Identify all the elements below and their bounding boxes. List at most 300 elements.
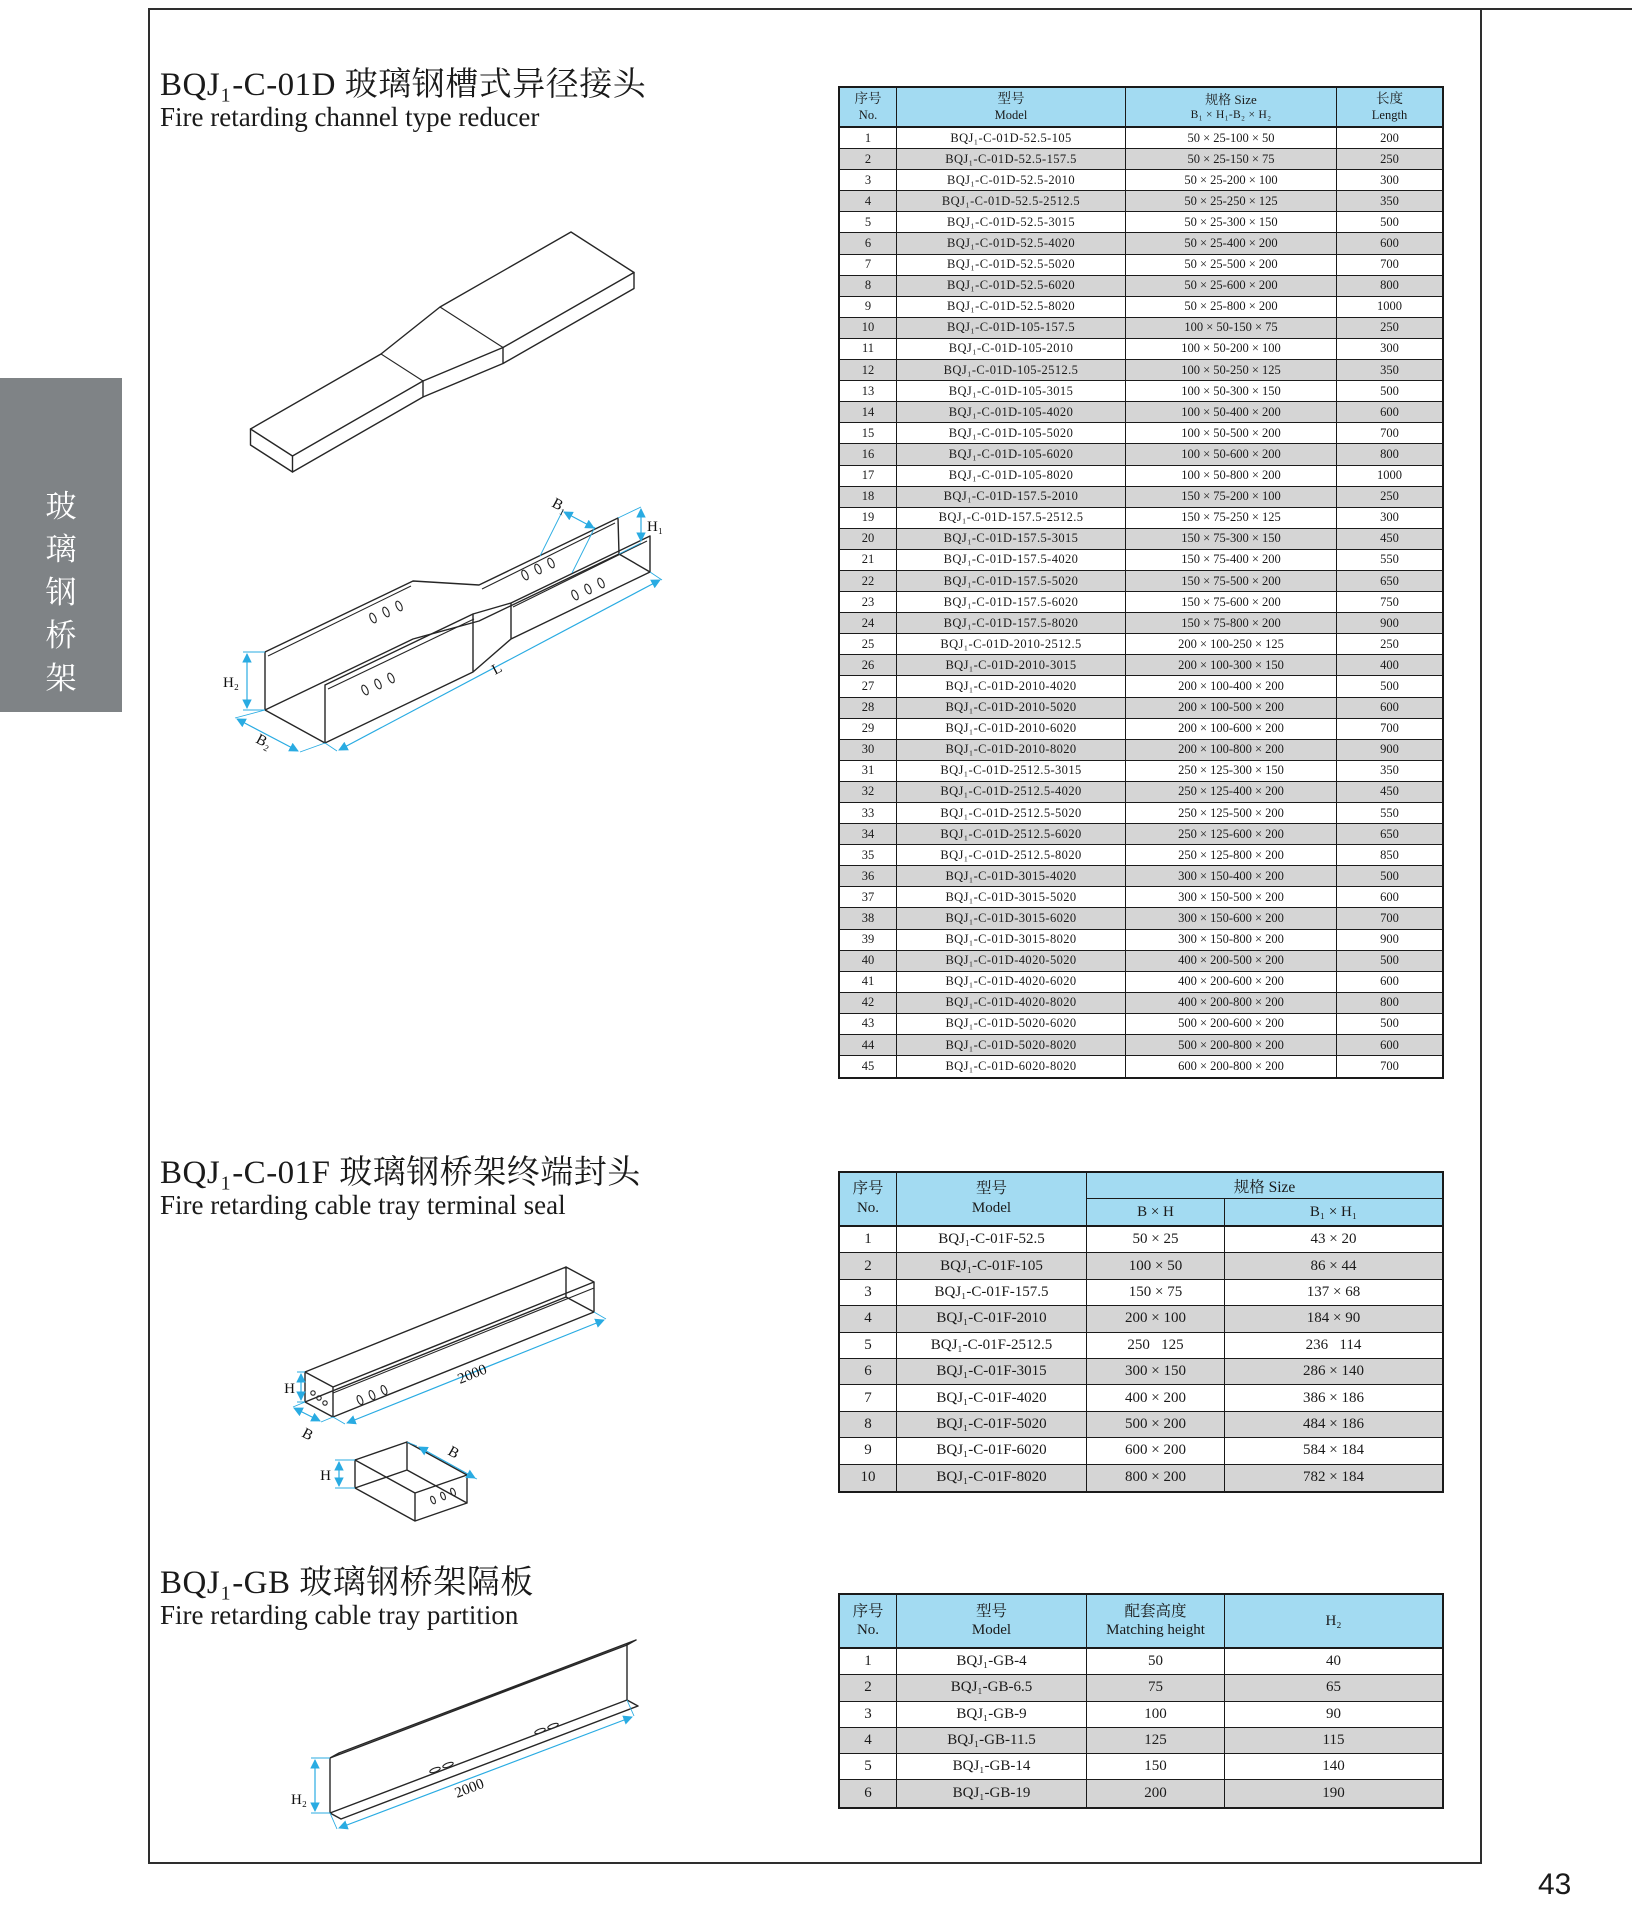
section2-subtitle: Fire retarding cable tray terminal seal (160, 1190, 566, 1220)
cell-model: BQJ₁-C-01D-105-2010 (897, 339, 1126, 360)
cell-size: 50 × 25-300 × 150 (1126, 212, 1337, 233)
table-row (840, 1253, 1442, 1279)
cell-size: 150 × 75-500 × 200 (1126, 571, 1337, 592)
table-row (840, 487, 1442, 508)
cell-model: BQJ₁-C-01D-52.5-8020 (897, 297, 1126, 318)
col-no: 序号 No. (840, 1595, 897, 1647)
cell-model: BQJ₁-C-01D-105-5020 (897, 423, 1126, 444)
cell-size: 50 × 25-400 × 200 (1126, 233, 1337, 254)
cell-length: 550 (1337, 803, 1442, 824)
table-row (840, 845, 1442, 866)
cell-length: 700 (1337, 908, 1442, 929)
table-row (840, 1412, 1442, 1438)
cell-size: 400 × 200-500 × 200 (1126, 951, 1337, 972)
cell-no: 7 (840, 1385, 897, 1411)
table-row (840, 529, 1442, 550)
cell-model: BQJ₁-GB-19 (897, 1780, 1087, 1806)
col-matching-height: 配套高度 Matching height (1087, 1595, 1225, 1647)
cell-model: BQJ₁-C-01D-5020-6020 (897, 1014, 1126, 1035)
cell-size: 150 × 75-200 × 100 (1126, 487, 1337, 508)
cell-length: 450 (1337, 529, 1442, 550)
cell-length: 600 (1337, 972, 1442, 993)
reducer-drawing (195, 490, 665, 760)
cell-model: BQJ₁-C-01D-2512.5-4020 (897, 782, 1126, 803)
partition-table (838, 1593, 1444, 1809)
reducer-table (838, 86, 1444, 1079)
cell-no: 8 (840, 1412, 897, 1438)
table-row (840, 803, 1442, 824)
cell-model: BQJ₁-C-01D-3015-6020 (897, 908, 1126, 929)
cell-length: 700 (1337, 719, 1442, 740)
dim-label-2000: 2000 (452, 1776, 487, 1802)
cell-model: BQJ₁-C-01D-52.5-5020 (897, 255, 1126, 276)
table-row (840, 1754, 1442, 1780)
cell-length: 850 (1337, 845, 1442, 866)
col-length: 长度 Length (1371, 90, 1408, 122)
cell-no: 6 (840, 233, 897, 254)
col-model: 型号 Model (897, 88, 1126, 126)
col-bh: B × H (1087, 1199, 1225, 1225)
table-row (840, 951, 1442, 972)
table-row (840, 634, 1442, 655)
table-row (840, 149, 1442, 170)
cell-length: 900 (1337, 930, 1442, 951)
cell-length: 650 (1337, 824, 1442, 845)
cell-no: 2 (840, 1675, 897, 1701)
sidebar-char: 玻 (45, 489, 77, 525)
cell-no: 3 (840, 1702, 897, 1728)
table-row (840, 1359, 1442, 1385)
cell-no: 36 (840, 866, 897, 887)
cell-model: BQJ₁-C-01D-2512.5-3015 (897, 761, 1126, 782)
cell-length: 450 (1337, 782, 1442, 803)
cell-no: 30 (840, 740, 897, 761)
cell-length: 300 (1337, 170, 1442, 191)
cell-no: 42 (840, 993, 897, 1014)
cell-size: 100 × 50-200 × 100 (1126, 339, 1337, 360)
table-row (840, 1035, 1442, 1056)
reducer-cover-drawing (235, 222, 650, 482)
table-row (840, 1438, 1442, 1464)
sidebar-char: 桥 (45, 618, 77, 654)
cell-length: 800 (1337, 993, 1442, 1014)
cell-h2: 140 (1225, 1754, 1442, 1780)
dim-label-h2: H₂ (290, 1792, 307, 1808)
cell-size: 300 × 150-500 × 200 (1126, 887, 1337, 908)
cell-no: 41 (840, 972, 897, 993)
cell-model: BQJ₁-C-01F-4020 (897, 1385, 1087, 1411)
table-row (840, 233, 1442, 254)
cell-no: 16 (840, 444, 897, 465)
table-row (840, 339, 1442, 360)
cell-length: 500 (1337, 676, 1442, 697)
cell-size: 200 × 100-250 × 125 (1126, 634, 1337, 655)
cell-length: 600 (1337, 698, 1442, 719)
cell-length: 500 (1337, 866, 1442, 887)
cell-size: 50 × 25-100 × 50 (1126, 128, 1337, 149)
cell-no: 44 (840, 1035, 897, 1056)
cell-model: BQJ₁-C-01D-2010-4020 (897, 676, 1126, 697)
cell-size: 250 × 125-500 × 200 (1126, 803, 1337, 824)
table-row (840, 930, 1442, 951)
cell-model: BQJ₁-GB-11.5 (897, 1728, 1087, 1754)
cell-model: BQJ₁-C-01D-157.5-4020 (897, 550, 1126, 571)
cell-no: 26 (840, 655, 897, 676)
cell-size: 50 × 25-150 × 75 (1126, 149, 1337, 170)
cell-no: 40 (840, 951, 897, 972)
cell-length: 600 (1337, 402, 1442, 423)
cell-size: 500 × 200-600 × 200 (1126, 1014, 1337, 1035)
cell-length: 200 (1337, 128, 1442, 149)
sidebar-tab (0, 378, 122, 712)
cell-length: 300 (1337, 508, 1442, 529)
dim-label-b1: B₁ (549, 495, 571, 517)
table-row (840, 508, 1442, 529)
cell-size: 300 × 150-800 × 200 (1126, 930, 1337, 951)
table-row (840, 613, 1442, 634)
table-row (840, 866, 1442, 887)
cell-size: 100 × 50-250 × 125 (1126, 360, 1337, 381)
table-row (840, 1333, 1442, 1359)
table-row (840, 276, 1442, 297)
cell-length: 550 (1337, 550, 1442, 571)
dim-label-h1: H₁ (647, 519, 664, 535)
cell-b1h1: 86 × 44 (1225, 1253, 1442, 1279)
partition-table-header (840, 1595, 1442, 1649)
cell-no: 22 (840, 571, 897, 592)
cell-model: BQJ₁-C-01D-3015-8020 (897, 930, 1126, 951)
cell-no: 28 (840, 698, 897, 719)
cell-size: 200 × 100-500 × 200 (1126, 698, 1337, 719)
cell-size: 250 × 125-600 × 200 (1126, 824, 1337, 845)
table-row (840, 824, 1442, 845)
cell-no: 21 (840, 550, 897, 571)
cell-model: BQJ₁-C-01D-2010-5020 (897, 698, 1126, 719)
cell-size: 200 × 100-800 × 200 (1126, 740, 1337, 761)
table-row (840, 740, 1442, 761)
dim-label-b: B (445, 1443, 462, 1463)
cell-h2: 190 (1225, 1780, 1442, 1806)
cell-size: 300 × 150-400 × 200 (1126, 866, 1337, 887)
section1-title: BQJ₁-C-01D 玻璃钢槽式异径接头 (160, 67, 647, 103)
cell-no: 6 (840, 1780, 897, 1806)
sidebar-char: 钢 (45, 575, 77, 611)
frame-right (1480, 8, 1482, 1864)
cell-length: 300 (1337, 339, 1442, 360)
cell-size: 50 × 25-600 × 200 (1126, 276, 1337, 297)
cell-model: BQJ₁-C-01D-52.5-3015 (897, 212, 1126, 233)
cell-model: BQJ₁-C-01D-105-2512.5 (897, 360, 1126, 381)
cell-model: BQJ₁-C-01D-2512.5-5020 (897, 803, 1126, 824)
cell-size: 200 × 100-600 × 200 (1126, 719, 1337, 740)
partition-table-body (840, 1649, 1442, 1807)
cell-length: 800 (1337, 444, 1442, 465)
cell-size: 150 × 75-800 × 200 (1126, 613, 1337, 634)
cell-bh: 600 × 200 (1087, 1438, 1225, 1464)
cell-model: BQJ₁-C-01D-157.5-2512.5 (897, 508, 1126, 529)
table-row (840, 1306, 1442, 1332)
cell-model: BQJ₁-C-01F-8020 (897, 1465, 1087, 1491)
cell-no: 10 (840, 1465, 897, 1491)
table-row (840, 191, 1442, 212)
cell-model: BQJ₁-C-01D-52.5-6020 (897, 276, 1126, 297)
cell-model: BQJ₁-C-01D-157.5-3015 (897, 529, 1126, 550)
cell-no: 1 (840, 1227, 897, 1253)
cell-matching-height: 200 (1087, 1780, 1225, 1806)
cell-no: 29 (840, 719, 897, 740)
cell-h2: 90 (1225, 1702, 1442, 1728)
cell-model: BQJ₁-C-01F-105 (897, 1253, 1087, 1279)
cell-size: 100 × 50-600 × 200 (1126, 444, 1337, 465)
table-row (840, 381, 1442, 402)
table-row (840, 571, 1442, 592)
table-row (840, 212, 1442, 233)
col-size-group: 规格 Size (1087, 1173, 1442, 1199)
section3-subtitle: Fire retarding cable tray partition (160, 1600, 519, 1630)
cell-length: 500 (1337, 212, 1442, 233)
cell-model: BQJ₁-C-01F-2512.5 (897, 1333, 1087, 1359)
cell-model: BQJ₁-C-01F-2010 (897, 1306, 1087, 1332)
cell-no: 34 (840, 824, 897, 845)
cell-length: 250 (1337, 487, 1442, 508)
col-b1h1: B₁ × H₁ (1309, 1203, 1358, 1220)
cell-h2: 40 (1225, 1649, 1442, 1675)
cell-no: 35 (840, 845, 897, 866)
cell-b1h1: 236 114 (1225, 1333, 1442, 1359)
terminal-seal-table-header (840, 1173, 1442, 1227)
cell-b1h1: 484 × 186 (1225, 1412, 1442, 1438)
cell-size: 600 × 200-800 × 200 (1126, 1056, 1337, 1077)
cell-no: 33 (840, 803, 897, 824)
cell-model: BQJ₁-GB-9 (897, 1702, 1087, 1728)
table-row (840, 297, 1442, 318)
cell-h2: 115 (1225, 1728, 1442, 1754)
cell-b1h1: 782 × 184 (1225, 1465, 1442, 1491)
cell-size: 150 × 75-400 × 200 (1126, 550, 1337, 571)
cell-matching-height: 125 (1087, 1728, 1225, 1754)
cell-size: 400 × 200-600 × 200 (1126, 972, 1337, 993)
cell-model: BQJ₁-C-01D-2512.5-6020 (897, 824, 1126, 845)
cell-length: 900 (1337, 613, 1442, 634)
table-row (840, 550, 1442, 571)
table-row (840, 1780, 1442, 1806)
cell-size: 100 × 50-800 × 200 (1126, 466, 1337, 487)
table-row (840, 1280, 1442, 1306)
cell-matching-height: 50 (1087, 1649, 1225, 1675)
cell-model: BQJ₁-C-01D-52.5-2010 (897, 170, 1126, 191)
section3-title: BQJ₁-GB 玻璃钢桥架隔板 (160, 1565, 534, 1601)
cell-h2: 65 (1225, 1675, 1442, 1701)
sidebar-char: 璃 (45, 532, 77, 568)
partition-drawing (285, 1628, 655, 1868)
reducer-table-header (840, 88, 1442, 128)
table-row (840, 423, 1442, 444)
cell-no: 15 (840, 423, 897, 444)
cell-no: 6 (840, 1359, 897, 1385)
col-model: 型号 Model (897, 1173, 1087, 1225)
cell-size: 50 × 25-500 × 200 (1126, 255, 1337, 276)
cell-size: 50 × 25-250 × 125 (1126, 191, 1337, 212)
cell-model: BQJ₁-C-01F-52.5 (897, 1227, 1087, 1253)
cell-model: BQJ₁-C-01D-52.5-2512.5 (897, 191, 1126, 212)
dim-label-b: B (299, 1425, 316, 1445)
cell-bh: 150 × 75 (1087, 1280, 1225, 1306)
cell-size: 150 × 75-300 × 150 (1126, 529, 1337, 550)
col-model: 型号 Model (897, 1595, 1087, 1647)
cell-no: 1 (840, 128, 897, 149)
terminal-seal-cap-drawing (295, 1438, 585, 1543)
cell-size: 150 × 75-600 × 200 (1126, 592, 1337, 613)
cell-bh: 200 × 100 (1087, 1306, 1225, 1332)
cell-size: 50 × 25-200 × 100 (1126, 170, 1337, 191)
cell-size: 100 × 50-500 × 200 (1126, 423, 1337, 444)
table-row (840, 170, 1442, 191)
table-row (840, 1385, 1442, 1411)
cell-model: BQJ₁-C-01D-2010-6020 (897, 719, 1126, 740)
cell-no: 2 (840, 149, 897, 170)
terminal-seal-table-body (840, 1227, 1442, 1491)
table-row (840, 782, 1442, 803)
cell-length: 700 (1337, 423, 1442, 444)
cell-bh: 800 × 200 (1087, 1465, 1225, 1491)
cell-b1h1: 386 × 186 (1225, 1385, 1442, 1411)
table-row (840, 908, 1442, 929)
cell-bh: 100 × 50 (1087, 1253, 1225, 1279)
cell-model: BQJ₁-GB-4 (897, 1649, 1087, 1675)
cell-size: 400 × 200-800 × 200 (1126, 993, 1337, 1014)
cell-model: BQJ₁-C-01D-2512.5-8020 (897, 845, 1126, 866)
cell-model: BQJ₁-C-01F-3015 (897, 1359, 1087, 1385)
table-row (840, 1056, 1442, 1077)
col-size: 规格 Size B₁ × H₁-B₂ × H₂ (1126, 88, 1337, 126)
cell-model: BQJ₁-C-01D-105-4020 (897, 402, 1126, 423)
cell-no: 20 (840, 529, 897, 550)
cell-size: 100 × 50-150 × 75 (1126, 318, 1337, 339)
cell-no: 12 (840, 360, 897, 381)
cell-model: BQJ₁-C-01D-105-8020 (897, 466, 1126, 487)
cell-no: 11 (840, 339, 897, 360)
dim-label-h2: H₂ (222, 675, 239, 691)
cell-model: BQJ₁-C-01D-2010-3015 (897, 655, 1126, 676)
table-row (840, 972, 1442, 993)
cell-model: BQJ₁-C-01D-105-6020 (897, 444, 1126, 465)
cell-no: 9 (840, 1438, 897, 1464)
cell-no: 37 (840, 887, 897, 908)
terminal-seal-table (838, 1171, 1444, 1493)
table-row (840, 592, 1442, 613)
table-row (840, 655, 1442, 676)
cell-no: 9 (840, 297, 897, 318)
cell-matching-height: 75 (1087, 1675, 1225, 1701)
cell-no: 5 (840, 1754, 897, 1780)
cell-no: 27 (840, 676, 897, 697)
table-row (840, 466, 1442, 487)
cell-size: 300 × 150-600 × 200 (1126, 908, 1337, 929)
cell-length: 800 (1337, 276, 1442, 297)
cell-length: 700 (1337, 255, 1442, 276)
cell-length: 750 (1337, 592, 1442, 613)
cell-no: 10 (840, 318, 897, 339)
cell-no: 4 (840, 1728, 897, 1754)
cell-b1h1: 137 × 68 (1225, 1280, 1442, 1306)
cell-model: BQJ₁-C-01D-3015-5020 (897, 887, 1126, 908)
cell-length: 700 (1337, 1056, 1442, 1077)
cell-model: BQJ₁-GB-6.5 (897, 1675, 1087, 1701)
cell-size: 50 × 25-800 × 200 (1126, 297, 1337, 318)
table-row (840, 402, 1442, 423)
cell-no: 39 (840, 930, 897, 951)
cell-size: 500 × 200-800 × 200 (1126, 1035, 1337, 1056)
frame-top (148, 8, 1632, 10)
cell-no: 8 (840, 276, 897, 297)
cell-model: BQJ₁-C-01D-5020-8020 (897, 1035, 1126, 1056)
table-row (840, 318, 1442, 339)
cell-no: 31 (840, 761, 897, 782)
dim-label-b2: B₂ (253, 731, 275, 753)
cell-no: 5 (840, 1333, 897, 1359)
cell-length: 1000 (1337, 466, 1442, 487)
cell-no: 17 (840, 466, 897, 487)
cell-model: BQJ₁-C-01F-157.5 (897, 1280, 1087, 1306)
cell-no: 14 (840, 402, 897, 423)
cell-no: 23 (840, 592, 897, 613)
cell-b1h1: 584 × 184 (1225, 1438, 1442, 1464)
cell-b1h1: 286 × 140 (1225, 1359, 1442, 1385)
cell-model: BQJ₁-C-01D-52.5-4020 (897, 233, 1126, 254)
cell-length: 1000 (1337, 297, 1442, 318)
cell-model: BQJ₁-C-01D-4020-5020 (897, 951, 1126, 972)
cell-no: 3 (840, 1280, 897, 1306)
cell-no: 5 (840, 212, 897, 233)
cell-size: 150 × 75-250 × 125 (1126, 508, 1337, 529)
cell-no: 4 (840, 191, 897, 212)
cell-no: 38 (840, 908, 897, 929)
cell-model: BQJ₁-C-01F-5020 (897, 1412, 1087, 1438)
cell-length: 600 (1337, 1035, 1442, 1056)
cell-length: 350 (1337, 191, 1442, 212)
dim-label-h: H (320, 1468, 331, 1484)
cell-model: BQJ₁-C-01F-6020 (897, 1438, 1087, 1464)
cell-size: 200 × 100-300 × 150 (1126, 655, 1337, 676)
cell-length: 350 (1337, 360, 1442, 381)
cell-length: 650 (1337, 571, 1442, 592)
table-row (840, 719, 1442, 740)
cell-no: 3 (840, 170, 897, 191)
section1-subtitle: Fire retarding channel type reducer (160, 102, 540, 132)
col-no: 序号 No. (840, 1173, 897, 1225)
table-row (840, 128, 1442, 149)
cell-bh: 400 × 200 (1087, 1385, 1225, 1411)
cell-matching-height: 150 (1087, 1754, 1225, 1780)
cell-model: BQJ₁-C-01D-4020-8020 (897, 993, 1126, 1014)
reducer-table-body (840, 128, 1442, 1077)
cell-no: 2 (840, 1253, 897, 1279)
table-row (840, 1014, 1442, 1035)
table-row (840, 1465, 1442, 1491)
cell-no: 45 (840, 1056, 897, 1077)
table-row (840, 761, 1442, 782)
cell-bh: 300 × 150 (1087, 1359, 1225, 1385)
dim-label-l: L (489, 660, 505, 679)
table-row (840, 444, 1442, 465)
cell-matching-height: 100 (1087, 1702, 1225, 1728)
cell-no: 32 (840, 782, 897, 803)
cell-size: 100 × 50-400 × 200 (1126, 402, 1337, 423)
cell-model: BQJ₁-C-01D-6020-8020 (897, 1056, 1126, 1077)
cell-model: BQJ₁-C-01D-4020-6020 (897, 972, 1126, 993)
table-row (840, 1728, 1442, 1754)
table-row (840, 1702, 1442, 1728)
